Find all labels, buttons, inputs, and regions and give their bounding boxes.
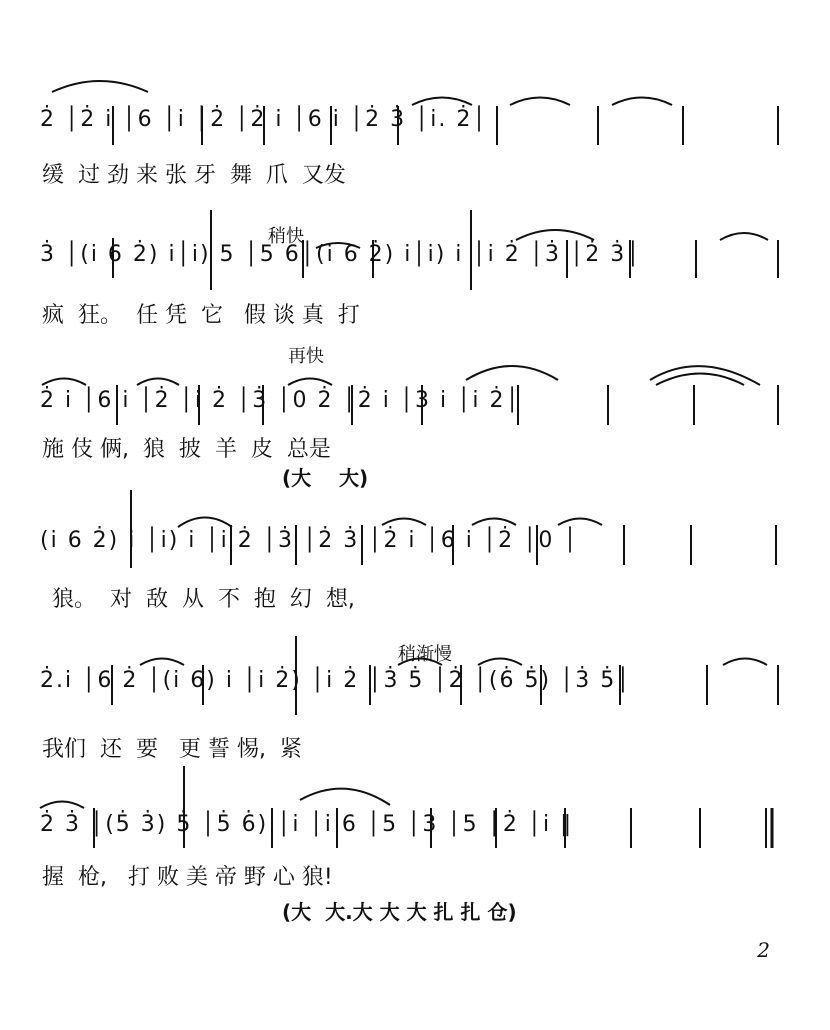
row-3-tempo: 再快 <box>288 346 324 367</box>
row-6-lyrics: 握 枪, 打 败 美 帝 野 心 狼! <box>42 865 333 890</box>
row-3-lyrics: 施 伎 俩, 狼 披 羊 皮 总是 <box>42 437 331 462</box>
row-4-lyrics: 狼。 对 敌 从 不 抱 幻 想, <box>52 587 355 612</box>
row-6-percussion: (大 大.大 大 大 扎 扎 仓) <box>282 900 517 924</box>
row-1-lyrics: 缓 过 劲 来 张 牙 舞 爪 又发 <box>42 163 346 188</box>
notation-row-4 <box>40 524 800 584</box>
row-3-percussion: (大 大) <box>282 466 369 490</box>
row-3-notes: 2̇ i̇ │6 i̇ │2̇ │i̇ 2̇ │3̇ │0 2̇ │2̇ i̇ │3̇ i̇ │i̇ 2̇│ <box>40 388 521 413</box>
page-number: 2 <box>757 938 770 962</box>
notation-row-6 <box>40 808 800 868</box>
row-5-notes: 2̇.i̇ │6 2̇ │(i̇ 6) i̇ │i̇ 2̇) │i̇ 2̇ │3̇ 5̇ │2̇ │(6̇ 5̇) │3̇ 5̇│ <box>40 668 632 693</box>
row-2-notes: 3̇ │(i̇ 6 2̇) i̇│i̇) 5 │5 6│(i̇ 6 2̇) i̇│i̇) i̇ │i̇ 2̇ │3̇ │2̇ 3̇│ <box>40 242 642 267</box>
row-5-lyrics: 我们 还 要 更 誓 惕, 紧 <box>42 737 302 762</box>
row-6-notes: 2̇ 3̇ │(5̇ 3̇) 5̇ │5̇ 6̇) │i̇ │i̇ 6 │5 │3 │5 │2̇ │i̇ ‖ <box>40 812 574 837</box>
row-1-notes: 2̇ │2̇ i̇ │6 │i̇ │2̇ │2̇ i̇ │6 i̇ │2̇ 3̇ │i̇. 2̇│ <box>40 107 488 132</box>
row-5-tempo: 稍渐慢 <box>398 644 452 665</box>
row-2-tempo: 稍快 <box>268 226 304 247</box>
notation-row-1 <box>40 103 800 163</box>
notation-row-5 <box>40 664 800 724</box>
notation-row-2 <box>40 238 800 298</box>
row-4-notes: (i̇ 6 2̇) i̇ │i̇) i̇ │i̇ 2̇ │3̇ │2̇ 3̇ │2̇ i̇ │6 i̇ │2̇ │0 │ <box>40 528 579 553</box>
row-2-lyrics: 疯 狂。 任 凭 它 假 谈 真 打 <box>42 303 360 328</box>
